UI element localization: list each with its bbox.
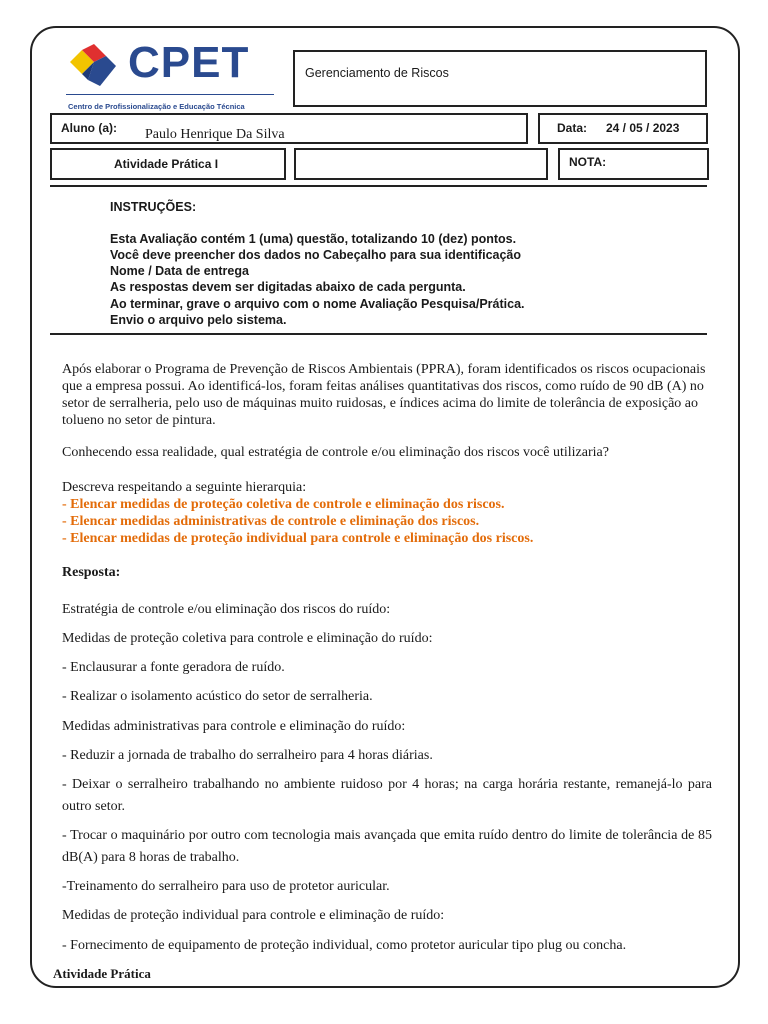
- logo-subtitle: Centro de Profissionalização e Educação Técnica: [68, 102, 245, 111]
- answer-line: Medidas de proteção coletiva para controle e eliminação do ruído:: [62, 631, 433, 646]
- grade-label: NOTA:: [569, 155, 607, 169]
- activity-box: [50, 148, 286, 180]
- student-name: Paulo Henrique Da Silva: [145, 127, 285, 142]
- instruction-line: Você deve preencher dos dados no Cabeçalho para sua identificação: [110, 248, 522, 262]
- student-box: [50, 113, 528, 144]
- instruction-line: Ao terminar, grave o arquivo com o nome Avaliação Pesquisa/Prática.: [110, 297, 525, 311]
- divider-top: [50, 185, 707, 187]
- course-box: [293, 50, 707, 107]
- answer-line: - Trocar o maquinário por outro com tecnologia mais avançada que emita ruído dentro do limite de tolerância de 85 dB(A) para 8 horas de trabalho.: [62, 828, 712, 865]
- activity-title: Atividade Prática I: [114, 157, 219, 171]
- hierarchy-item: - Elencar medidas de proteção coletiva de controle e eliminação dos riscos.: [62, 497, 505, 512]
- footer-label: Atividade Prática: [53, 966, 151, 981]
- divider-bottom: [50, 333, 707, 335]
- student-label: Aluno (a):: [61, 121, 117, 135]
- logo-name: CPET: [128, 38, 250, 87]
- instruction-line: Nome / Data de entrega: [110, 264, 249, 278]
- instruction-line: As respostas devem ser digitadas abaixo de cada pergunta.: [110, 280, 466, 294]
- instruction-line: Esta Avaliação contém 1 (uma) questão, totalizando 10 (dez) pontos.: [110, 232, 517, 246]
- date-label: Data:: [557, 121, 588, 135]
- cpet-logo: [66, 38, 276, 118]
- logo-divider: [66, 94, 274, 95]
- answer-line: - Deixar o serralheiro trabalhando no ambiente ruidoso por 4 horas; na carga horária restante, remanejá-lo para outro setor.: [62, 777, 712, 814]
- instructions-title: INSTRUÇÕES:: [110, 200, 197, 214]
- blank-box: [294, 148, 548, 180]
- answer-line: Estratégia de controle e/ou eliminação dos riscos do ruído:: [62, 602, 391, 617]
- date-value: 24 / 05 / 2023: [606, 121, 680, 135]
- answer-line: -Treinamento do serralheiro para uso de protetor auricular.: [62, 879, 390, 894]
- question-paragraph-1: Após elaborar o Programa de Prevenção de Riscos Ambientais (PPRA), foram identificados os riscos ocupacionais que a empresa possui. Ao identificá-los, foram feitas análises quantitativas dos riscos, como ruído de 90 dB (A) no setor de serralheria, pelo uso de máquinas muito ruidosas, e índices acima do limite de tolerância de exposição ao tolueno no setor de pintura.: [62, 362, 706, 428]
- instruction-line: Envio o arquivo pelo sistema.: [110, 313, 287, 327]
- logo-mark-icon: [66, 44, 122, 90]
- answer-label: Resposta:: [62, 565, 121, 580]
- hierarchy-item: - Elencar medidas de proteção individual para controle e eliminação dos riscos.: [62, 531, 534, 546]
- answer-line: - Reduzir a jornada de trabalho do serralheiro para 4 horas diárias.: [62, 748, 433, 763]
- hierarchy-item: - Elencar medidas administrativas de controle e eliminação dos riscos.: [62, 514, 480, 529]
- answer-line: - Realizar o isolamento acústico do setor de serralheria.: [62, 689, 373, 704]
- grade-box: [558, 148, 709, 180]
- answer-line: - Enclausurar a fonte geradora de ruído.: [62, 660, 285, 675]
- question-paragraph-3: Descreva respeitando a seguinte hierarquia:: [62, 480, 307, 495]
- answer-line: Medidas de proteção individual para controle e eliminação de ruído:: [62, 908, 445, 923]
- question-paragraph-2: Conhecendo essa realidade, qual estratégia de controle e/ou eliminação dos riscos você utilizaria?: [62, 445, 609, 460]
- answer-line: - Fornecimento de equipamento de proteção individual, como protetor auricular tipo plug ou concha.: [62, 938, 627, 953]
- date-box: [538, 113, 708, 144]
- answer-line: Medidas administrativas para controle e eliminação do ruído:: [62, 719, 406, 734]
- course-title: Gerenciamento de Riscos: [305, 66, 449, 80]
